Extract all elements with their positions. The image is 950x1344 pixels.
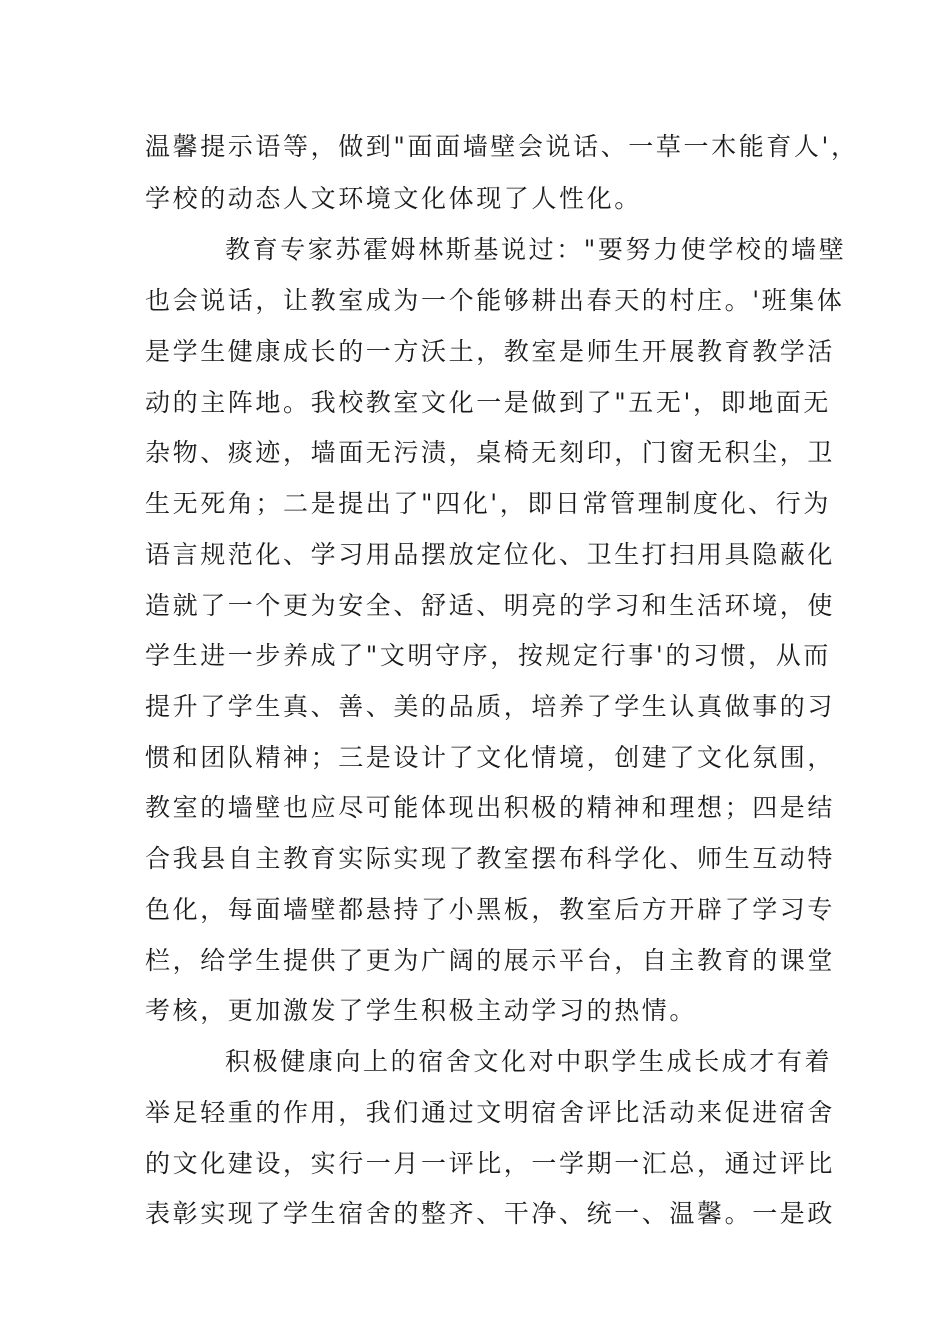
text-line: 表彰实现了学生宿舍的整齐、干净、统一、温馨。一是政 xyxy=(145,1199,836,1228)
text-line: 考核，更加激发了学生积极主动学习的热情。 xyxy=(145,996,698,1025)
text-line: 语言规范化、学习用品摆放定位化、卫生打扫用具隐蔽化 xyxy=(145,540,836,569)
paragraph-first-line: 教育专家苏霍姆林斯基说过："要努力使学校的墙壁 xyxy=(225,235,847,264)
text-line: 提升了学生真、善、美的品质，培养了学生认真做事的习 xyxy=(145,692,836,721)
text-line: 造就了一个更为安全、舒适、明亮的学习和生活环境，使 xyxy=(145,591,836,620)
text-line: 惯和团队精神；三是设计了文化情境，创建了文化氛围， xyxy=(145,743,836,772)
text-line: 的文化建设，实行一月一评比，一学期一汇总，通过评比 xyxy=(145,1149,836,1178)
text-line: 举足轻重的作用，我们通过文明宿舍评比活动来促进宿舍 xyxy=(145,1098,836,1127)
text-line: 栏，给学生提供了更为广阔的展示平台，自主教育的课堂 xyxy=(145,946,836,975)
text-line: 学生进一步养成了"文明守序，按规定行事'的习惯，从而 xyxy=(145,641,831,670)
text-line: 色化，每面墙壁都悬持了小黑板，教室后方开辟了学习专 xyxy=(145,895,836,924)
text-line: 生无死角；二是提出了"四化'，即日常管理制度化、行为 xyxy=(145,489,831,518)
paragraph-first-line: 积极健康向上的宿舍文化对中职学生成长成才有着 xyxy=(225,1047,833,1076)
text-line: 合我县自主教育实际实现了教室摆布科学化、师生互动特 xyxy=(145,844,836,873)
text-line: 动的主阵地。我校教室文化一是做到了"五无'，即地面无 xyxy=(145,388,831,417)
text-line: 学校的动态人文环境文化体现了人性化。 xyxy=(145,184,642,213)
text-line: 杂物、痰迹，墙面无污渍，桌椅无刻印，门窗无积尘，卫 xyxy=(145,438,836,467)
text-line: 教室的墙壁也应尽可能体现出积极的精神和理想；四是结 xyxy=(145,793,836,822)
text-line: 温馨提示语等，做到"面面墙壁会说话、一草一木能育人'， xyxy=(145,132,859,161)
text-line: 是学生健康成长的一方沃土，教室是师生开展教育教学活 xyxy=(145,337,836,366)
text-line: 也会说话，让教室成为一个能够耕出春天的村庄。'班集体 xyxy=(145,286,845,315)
